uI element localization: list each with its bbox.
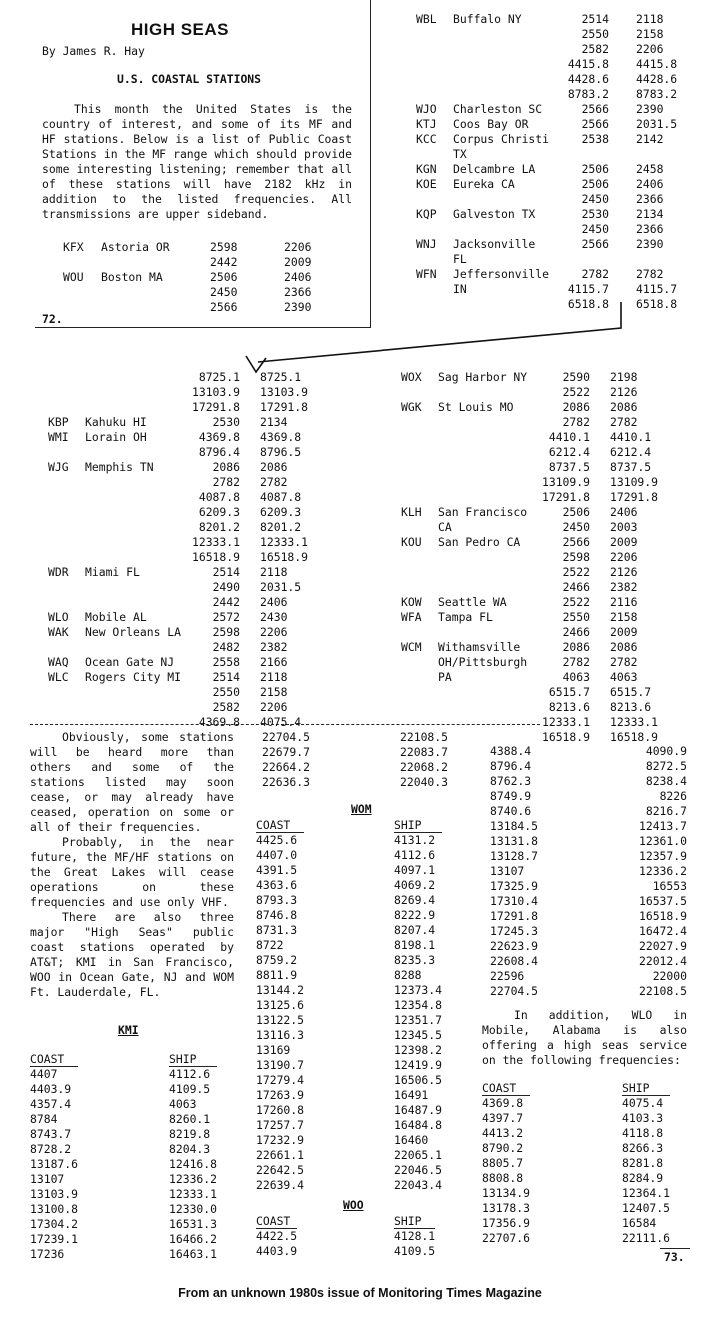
- p1-left-locs: [101, 240, 170, 285]
- p1-right-f1: 2514 2550 2582 4415.8 4428.6 8783.2 2566 2566 2538 2506 2506 2450 2530 2450 2566 2782 4115.7 6518.8: [567, 12, 609, 311]
- page-number: 72.: [42, 312, 63, 326]
- image-caption: From an unknown 1980s issue of Monitoring Times Magazine: [178, 1286, 542, 1300]
- p2-right-f2: 2198 2126 2086 2782 4410.1 6212.4 8737.5 13109.9 17291.8 2406 2003 2009 2206 2126 2382 2116 2158 2009 2086 2782 4063 6515.7 8213.6 12333.1 16518.9: [610, 370, 659, 744]
- coast-header: COAST: [30, 1052, 65, 1066]
- station-location: Boston MA: [101, 270, 163, 284]
- coast-header: COAST: [482, 1081, 517, 1095]
- p1-left-f1: 2598 2442 2506 2450 2566: [210, 240, 238, 314]
- section-divider: [30, 724, 540, 725]
- wlo-ship-list: 4075.4 4103.3 4118.8 8266.3 8281.8 8284.9 12364.1 12407.5 16584 22111.6: [622, 1096, 671, 1245]
- station-location: Astoria OR: [101, 240, 170, 254]
- page-number-rule: [660, 1248, 690, 1249]
- p1-right-f2: 2118 2158 2206 4415.8 4428.6 8783.2 2390 2031.5 2142 2458 2406 2366 2134 2366 2390 2782 4115.7 6518.8: [636, 12, 678, 311]
- intro-paragraph: This month the United States is the country of interest, and some of its MF and HF stations. Below is a list of Public Coast Stations in the MF range which should provide some interesting listening; remember that all of these stations will have 2182 kHz in addition to the listed frequencies. All transmissions are upper sideband.: [42, 102, 352, 221]
- ship-header: SHIP: [169, 1052, 197, 1066]
- right-ship-list: 4090.9 8272.5 8238.4 8226 8216.7 12413.7 12361.0 12357.9 12336.2 16553 16537.5 16518.9 16472.4 22027.9 22012.4 22000 22108.5: [638, 744, 687, 998]
- p2-left-f2: 8725.1 13103.9 17291.8 2134 4369.8 8796.5 2086 2782 4087.8 6209.3 8201.2 12333.1 16518.9 2118 2031.5 2406 2430 2206 2382 2166 2118 2158 2206 4075.4: [260, 370, 309, 729]
- coast-header: COAST: [256, 1214, 291, 1228]
- woo-ship-list: 4128.1 4109.5: [394, 1229, 436, 1258]
- wlo-paragraph: In addition, WLO in Mobile, Alabama is also offering a high seas service on the following frequencies:: [482, 1008, 687, 1067]
- woo-heading: WOO: [343, 1198, 364, 1212]
- p1-left-f2: 2206 2009 2406 2366 2390: [284, 240, 312, 314]
- mid-top-ship: 22108.5 22083.7 22068.2 22040.3: [400, 730, 449, 789]
- kmi-heading: KMI: [118, 1023, 139, 1037]
- p1-right-locs: Buffalo NY Charleston SC Coos Bay OR Corpus Christi TX Delcambre LA Eureka CA Galveston TX Jacksonville FL Jeffersonville IN: [453, 12, 550, 296]
- p1-left-calls: [63, 240, 84, 285]
- wom-ship-list: 4131.2 4112.6 4097.1 4069.2 8269.4 8222.9 8207.4 8198.1 8235.3 8288 12373.4 12354.8 12351.7 12345.5 12398.2 12419.9 16506.5 16491 16487.9 16484.8 16460 22065.1 22046.5 22043.4: [394, 833, 443, 1192]
- body-paragraphs: Obviously, some stations will be heard more than others and some of the stations listed may soon cease, or may already have ceased, operation on some or all of their frequencies. Probably, in the near future, the MF/HF stations on the Great Lakes will cease operations on these frequencies and use only VHF. There are also three major "High Seas" public coast stations operated by AT&T; KMI in San Francisco, WOO in Ocean Gate, NJ and WOM Ft. Lauderdale, FL.: [30, 730, 234, 999]
- article-title: HIGH SEAS: [131, 20, 230, 39]
- byline: By James R. Hay: [42, 44, 145, 58]
- p2-left-calls: KBP WMI WJG WDR WLO WAK WAQ WLC: [48, 415, 69, 684]
- p2-left-f1: 8725.1 13103.9 17291.8 2530 4369.8 8796.4 2086 2782 4087.8 6209.3 8201.2 12333.1 16518.9 2514 2490 2442 2572 2598 2482 2558 2514 2550 2582 4369.8: [191, 370, 240, 729]
- page-number: 73.: [664, 1250, 685, 1264]
- wom-coast-list: 4425.6 4407.0 4391.5 4363.6 8793.3 8746.8 8731.3 8722 8759.2 8811.9 13144.2 13125.6 13122.5 13116.3 13169 13190.7 17279.4 17263.9 17260.8 17257.7 17232.9 22661.1 22642.5 22639.4: [256, 833, 305, 1192]
- p2-right-f1: 2590 2522 2086 2782 4410.1 6212.4 8737.5 13109.9 17291.8 2506 2450 2566 2598 2522 2466 2522 2550 2466 2086 2782 4063 6515.7 8213.6 12333.1 16518.9: [541, 370, 590, 744]
- continuation-arrow: [240, 300, 640, 380]
- p2-left-locs: Kahuku HI Lorain OH Memphis TN Miami FL Mobile AL New Orleans LA Ocean Gate NJ Rogers City MI: [85, 415, 182, 684]
- p2-right-calls: WOX WGK KLH KOU KOW WFA WCM: [401, 370, 422, 654]
- ship-header: SHIP: [394, 818, 422, 832]
- woo-coast-list: 4422.5 4403.9: [256, 1229, 298, 1258]
- page-corner-rule: [370, 0, 371, 327]
- station-call: WOU: [63, 270, 84, 284]
- wom-heading: WOM: [351, 802, 372, 816]
- p1-right-calls: WBL WJO KTJ KCC KGN KOE KQP WNJ WFN: [416, 12, 437, 281]
- right-coast-list: 4388.4 8796.4 8762.3 8749.9 8740.6 13184.5 13131.8 13128.7 13107 17325.9 17310.4 17291.8 17245.3 22623.9 22608.4 22596 22704.5: [490, 744, 539, 998]
- section-heading: U.S. COASTAL STATIONS: [117, 72, 262, 86]
- p2-right-locs: Sag Harbor NY St Louis MO San Francisco CA San Pedro CA Seattle WA Tampa FL Withamsville OH/Pittsburgh PA: [438, 370, 528, 684]
- mid-top-coast: 22704.5 22679.7 22664.2 22636.3: [262, 730, 311, 789]
- ship-header: SHIP: [394, 1214, 422, 1228]
- station-call: KFX: [63, 240, 84, 254]
- kmi-ship-list: 4112.6 4109.5 4063 8260.1 8219.8 8204.3 12416.8 12336.2 12333.1 12330.0 16531.3 16466.2 16463.1: [169, 1067, 218, 1261]
- ship-header: SHIP: [622, 1081, 650, 1095]
- wlo-coast-list: 4369.8 4397.7 4413.2 8790.2 8805.7 8808.8 13134.9 13178.3 17356.9 22707.6: [482, 1096, 531, 1245]
- coast-header: COAST: [256, 818, 291, 832]
- kmi-coast-list: 4407 4403.9 4357.4 8784 8743.7 8728.2 13187.6 13107 13103.9 13100.8 17304.2 17239.1 17236: [30, 1067, 79, 1261]
